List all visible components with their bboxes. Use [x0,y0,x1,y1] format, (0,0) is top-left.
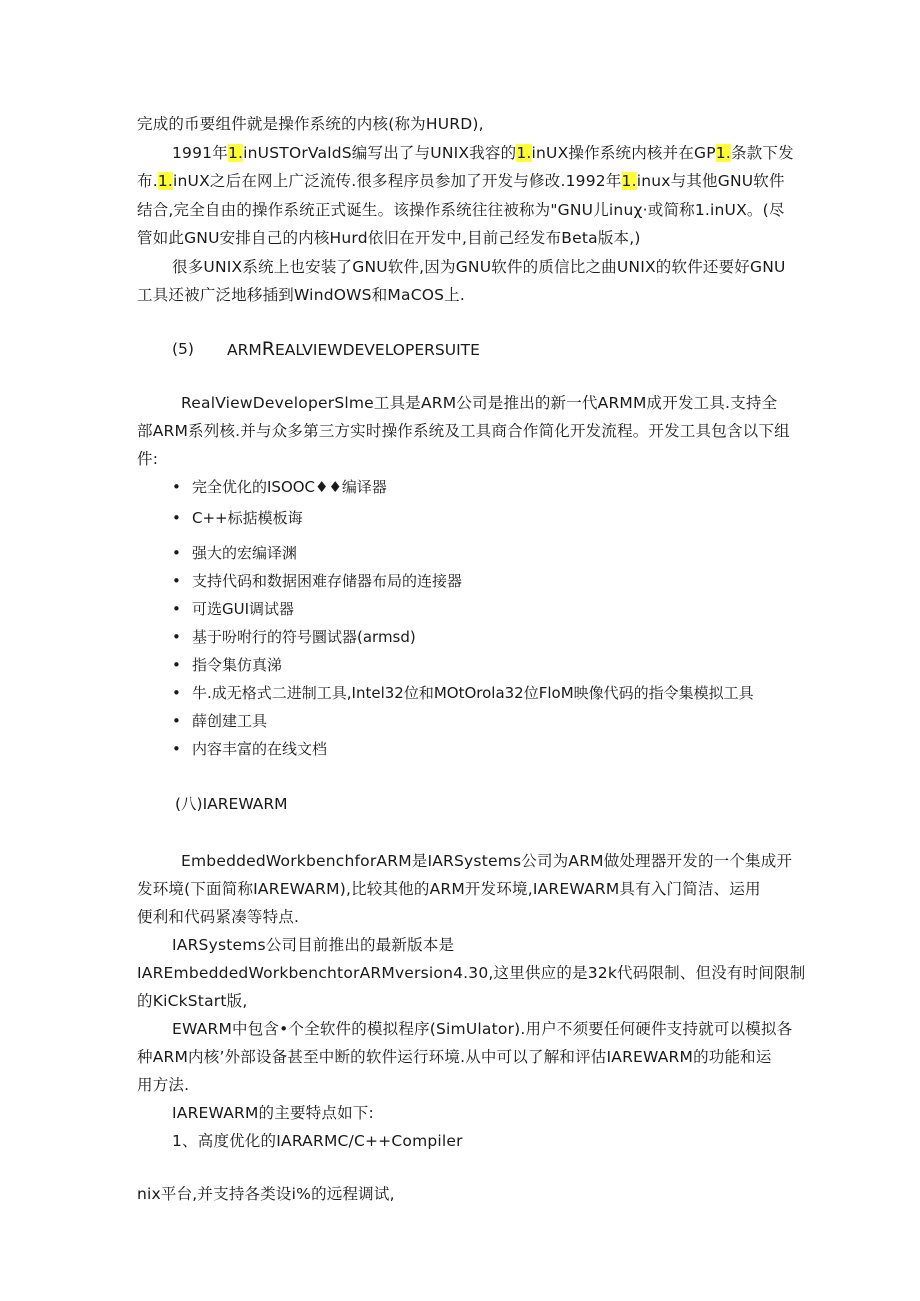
list-item-text: C++标掂模板诲 [192,509,303,527]
realview-line1: RealViewDeveloperSlme工具是ARM公司是推出的新一代ARMM成开发工具.支持全 [181,394,778,412]
highlight-mark: 1. [157,172,174,190]
para1-line4: 结合,完全自由的操作系统正式诞生。该操作系统往往被称为"GNU儿inuχ·或简称1.inUX。(尽 [137,201,785,219]
iar-line11: 1、高度优化的IARARMC/C++Compiler [172,1132,463,1150]
list-item: • 强大的宏编译渊 [172,544,298,562]
list-item-text: 牛.成无格式二进制工具,Intel32位和MOtOrola32位FloM映像代码的指令集模拟工具 [192,684,754,702]
iar-line4: IARSystems公司目前推出的最新版本是 [172,936,455,954]
list-item: • 内容丰富的在线文档 [172,740,328,758]
iar-line2: 发环境(下面简称IAREWARM),比较其他的ARM开发环境,IAREWARM具有入门简洁、运用 [137,880,761,898]
iar-line7: EWARM中包含•个全软件的模拟程序(SimUlator).用户不须要任何硬件支持就可以模拟各 [172,1020,793,1038]
text-segment: inux与其他GNU软件 [636,172,785,190]
section-8-title: (八)IAREWARM [175,795,288,813]
iar-line6: 的KiCkStart版, [137,992,248,1010]
list-item-text: 基于吩咐行的符号圜试器(armsd) [192,628,416,646]
text-segment: 布. [137,172,158,190]
list-item: • 可选GUI调试器 [172,600,295,618]
iar-line9: 用方法. [137,1076,190,1094]
highlight-mark: 1. [516,144,532,162]
list-item: • C++标掂模板诲 [172,509,303,527]
para1-line3 [137,170,785,192]
list-item: • 基于吩咐行的符号圜试器(armsd) [172,628,416,646]
title-part: R [261,338,275,360]
list-item: • 支持代码和数据困难存储器布局的连接器 [172,572,463,590]
highlight-mark: 1. [227,144,244,162]
para1-line5: 管如此GNU安排自己的内核Hurd依旧在开发中,目前己经发布Beta版本,) [137,229,641,247]
para2-line2: 工具还被广泛地移插到WindOWS和MaCOS上. [137,286,465,304]
highlight-mark: 1. [715,144,731,162]
list-item: • 指令集仿真涕 [172,656,283,674]
list-item-text: 指令集仿真涕 [192,656,283,674]
para1-line1: 完成的币要组件就是操作系统的内核(称为HURD), [137,115,484,133]
text-segment: 1991年 [172,144,228,162]
title-part: ARM [227,341,262,359]
title-part: EALVIEWDEVELOPERSUITE [274,341,480,359]
iar-line8: 种ARM内核’外部设备甚至中断的软件运行环境.从中可以了解和评估IAREWARM的功能和运 [137,1048,772,1066]
list-item: • 薛创建工具 [172,712,268,730]
section-5-number: (5) [172,340,194,358]
list-item-text: 强大的宏编译渊 [192,544,298,562]
list-item-text: 薛创建工具 [192,712,268,730]
list-item-text: 完全优化的ISOOC♦♦编译器 [192,478,387,496]
iar-line10: IAREWARM的主要特点如下: [172,1104,374,1122]
section-5-title [227,338,480,361]
iar-line3: 便利和代码紧凑等特点. [137,908,300,926]
list-item-text: 内容丰富的在线文档 [192,740,328,758]
highlight-mark: 1. [621,172,637,190]
list-item-text: 支持代码和数据困难存储器布局的连接器 [192,572,463,590]
realview-line3: 件: [137,450,159,468]
para2-line1: 很多UNIX系统上也安装了GNU软件,因为GNU软件的质信比之曲UNIX的软件还要好GNU [172,258,786,276]
list-item-text: 可选GUI调试器 [192,600,295,618]
list-item: • 完全优化的ISOOC♦♦编译器 [172,478,387,496]
iar-line5: IAREmbeddedWorkbenchtorARMversion4.30,这里供应的是32k代码限制、但没有时间限制 [137,964,806,982]
text-segment: inUX操作系统内核并在GP [531,144,716,162]
text-segment: inUX之后在网上广泛流传.很多程序员参加了开发与修改.1992年 [173,172,622,190]
text-segment: 条款下发 [731,144,794,162]
text-segment: inUSTOrValdS编写出了与UNIX我容的 [243,144,517,162]
list-item: • 牛.成无格式二进制工具,Intel32位和MOtOrola32位FloM映像代码的指令集模拟工具 [172,684,754,702]
iar-line12: nix平台,并支持各类设i%的远程调试, [137,1185,395,1203]
para1-line2 [172,142,794,164]
iar-line1: EmbeddedWorkbenchforARM是IARSystems公司为ARM做处理器开发的一个集成开 [181,852,793,870]
realview-line2: 部ARM系列核.并与众多第三方实时操作系统及工具商合作简化开发流程。开发工具包含以下组 [137,422,790,440]
